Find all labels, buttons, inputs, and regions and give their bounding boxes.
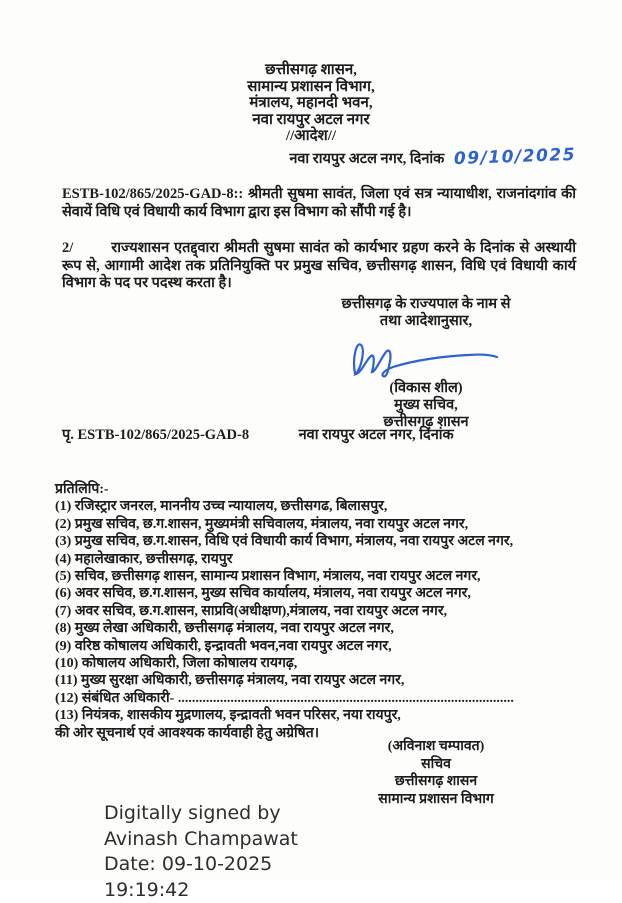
copy-item: (1) रजिस्ट्रार जनरल, माननीय उच्च न्यायालय, छत्तीसगढ, बिलासपुर, [55, 498, 590, 515]
secretary-block [336, 738, 536, 808]
handwritten-date: 09/10/2025 [454, 145, 577, 169]
order-heading: //आदेश// [0, 128, 622, 145]
copy-heading: प्रतिलिपि:- [55, 481, 590, 498]
copy-item: (4) महालेखाकार, छत्तीसगढ़, रायपुर [55, 551, 590, 568]
signatory-name: (विकास शील) [328, 380, 524, 397]
letterhead-line: नवा रायपुर अटल नगर [0, 112, 622, 129]
body-paragraph-2-text: राज्यशासन एतद्द्वारा श्रीमती सुषमा सावंत को कार्यभार ग्रहण करने के दिनांक से अस्थायी रूप से, आगामी आदेश तक प्रतिनियुक्ति पर प्रमुख सचिव, छत्तीसगढ़ शासन, विधि एवं विधायी कार्य विभाग के पद पर पदस्थ करता है। [62, 240, 576, 291]
letterhead-line: सामान्य प्रशासन विभाग, [0, 79, 622, 96]
copy-item: (12) संबंधित अधिकारी- ................................................................................................ [55, 690, 590, 707]
reference-number: पृ. ESTB-102/865/2025-GAD-8 [62, 424, 295, 444]
letterhead [0, 62, 622, 145]
copy-item: (7) अवर सचिव, छ.ग.शासन, साप्रवि(अधीक्षण),मंत्रालय, नवा रायपुर अटल नगर, [55, 603, 590, 620]
signatory-title: मुख्य सचिव, [328, 397, 524, 414]
signoff-line: छत्तीसगढ़ के राज्यपाल के नाम से [328, 296, 524, 313]
signatory-org: छत्तीसगढ़ शासन [328, 414, 524, 431]
place-date-text: नवा रायपुर अटल नगर, दिनांक [289, 151, 444, 167]
reference-line [62, 424, 582, 444]
copy-item: (11) मुख्य सुरक्षा अधिकारी, छत्तीसगढ़ मंत्रालय, नवा रायपुर अटल नगर, [55, 672, 590, 689]
digital-signature-line: Avinash Champawat [104, 827, 298, 853]
signoff-block [328, 296, 524, 431]
copy-item: (6) अवर सचिव, छ.ग.शासन, मुख्य सचिव कार्यालय, मंत्रालय, नवा रायपुर अटल नगर, [55, 585, 590, 602]
copy-item: (9) वरिष्ठ कोषालय अधिकारी, इन्द्रावती भवन,नवा रायपुर अटल नगर, [55, 638, 590, 655]
reference-place-date: नवा रायपुर अटल नगर, दिनांक [299, 427, 454, 443]
copy-item: (13) नियंत्रक, शासकीय मुद्रणालय, इन्द्रावती भवन परिसर, नया रायपुर, [55, 707, 590, 724]
signoff-line: तथा आदेशानुसार, [328, 313, 524, 330]
secretary-department: सामान्य प्रशासन विभाग [336, 791, 536, 809]
letterhead-line: मंत्रालय, महानदी भवन, [0, 95, 622, 112]
copy-closing: की ओर सूचनार्थ एवं आवश्यक कार्यवाही हेतु अग्रेषित। [55, 725, 590, 742]
signature-image [328, 332, 524, 380]
digital-signature-line: Date: 09-10-2025 [104, 852, 298, 878]
copy-section [55, 481, 590, 742]
copy-item: (8) मुख्य लेखा अधिकारी, छत्तीसगढ़ मंत्रालय, नवा रायपुर अटल नगर, [55, 620, 590, 637]
copy-item: (10) कोषालय अधिकारी, जिला कोषालय रायगढ़, [55, 655, 590, 672]
paragraph-number: 2/ [62, 240, 73, 256]
body-paragraph-2 [62, 240, 576, 293]
digital-signature-line: Digitally signed by [104, 801, 298, 827]
secretary-title: सचिव [336, 756, 536, 774]
copy-item: (5) सचिव, छत्तीसगढ़ शासन, सामान्य प्रशासन विभाग, मंत्रालय, नवा रायपुर अटल नगर, [55, 568, 590, 585]
place-date-line [289, 148, 576, 168]
copy-item: (3) प्रमुख सचिव, छ.ग.शासन, विधि एवं विधायी कार्य विभाग, मंत्रालय, नवा रायपुर अटल नगर, [55, 533, 590, 550]
digital-signature-stamp [104, 801, 298, 903]
secretary-org: छत्तीसगढ़ शासन [336, 773, 536, 791]
letterhead-line: छत्तीसगढ़ शासन, [0, 62, 622, 79]
secretary-name: (अविनाश चम्पावत) [336, 738, 536, 756]
copy-item: (2) प्रमुख सचिव, छ.ग.शासन, मुख्यमंत्री सचिवालय, मंत्रालय, नवा रायपुर अटल नगर, [55, 516, 590, 533]
digital-signature-line: 19:19:42 [104, 878, 298, 903]
body-paragraph-1: ESTB-102/865/2025-GAD-8:: श्रीमती सुषमा सावंत, जिला एवं सत्र न्यायाधीश, राजनांदगांव की सेवायें विधि एवं विधायी कार्य विभाग द्वारा इस विभाग को सौंपी गई है। [62, 186, 576, 221]
